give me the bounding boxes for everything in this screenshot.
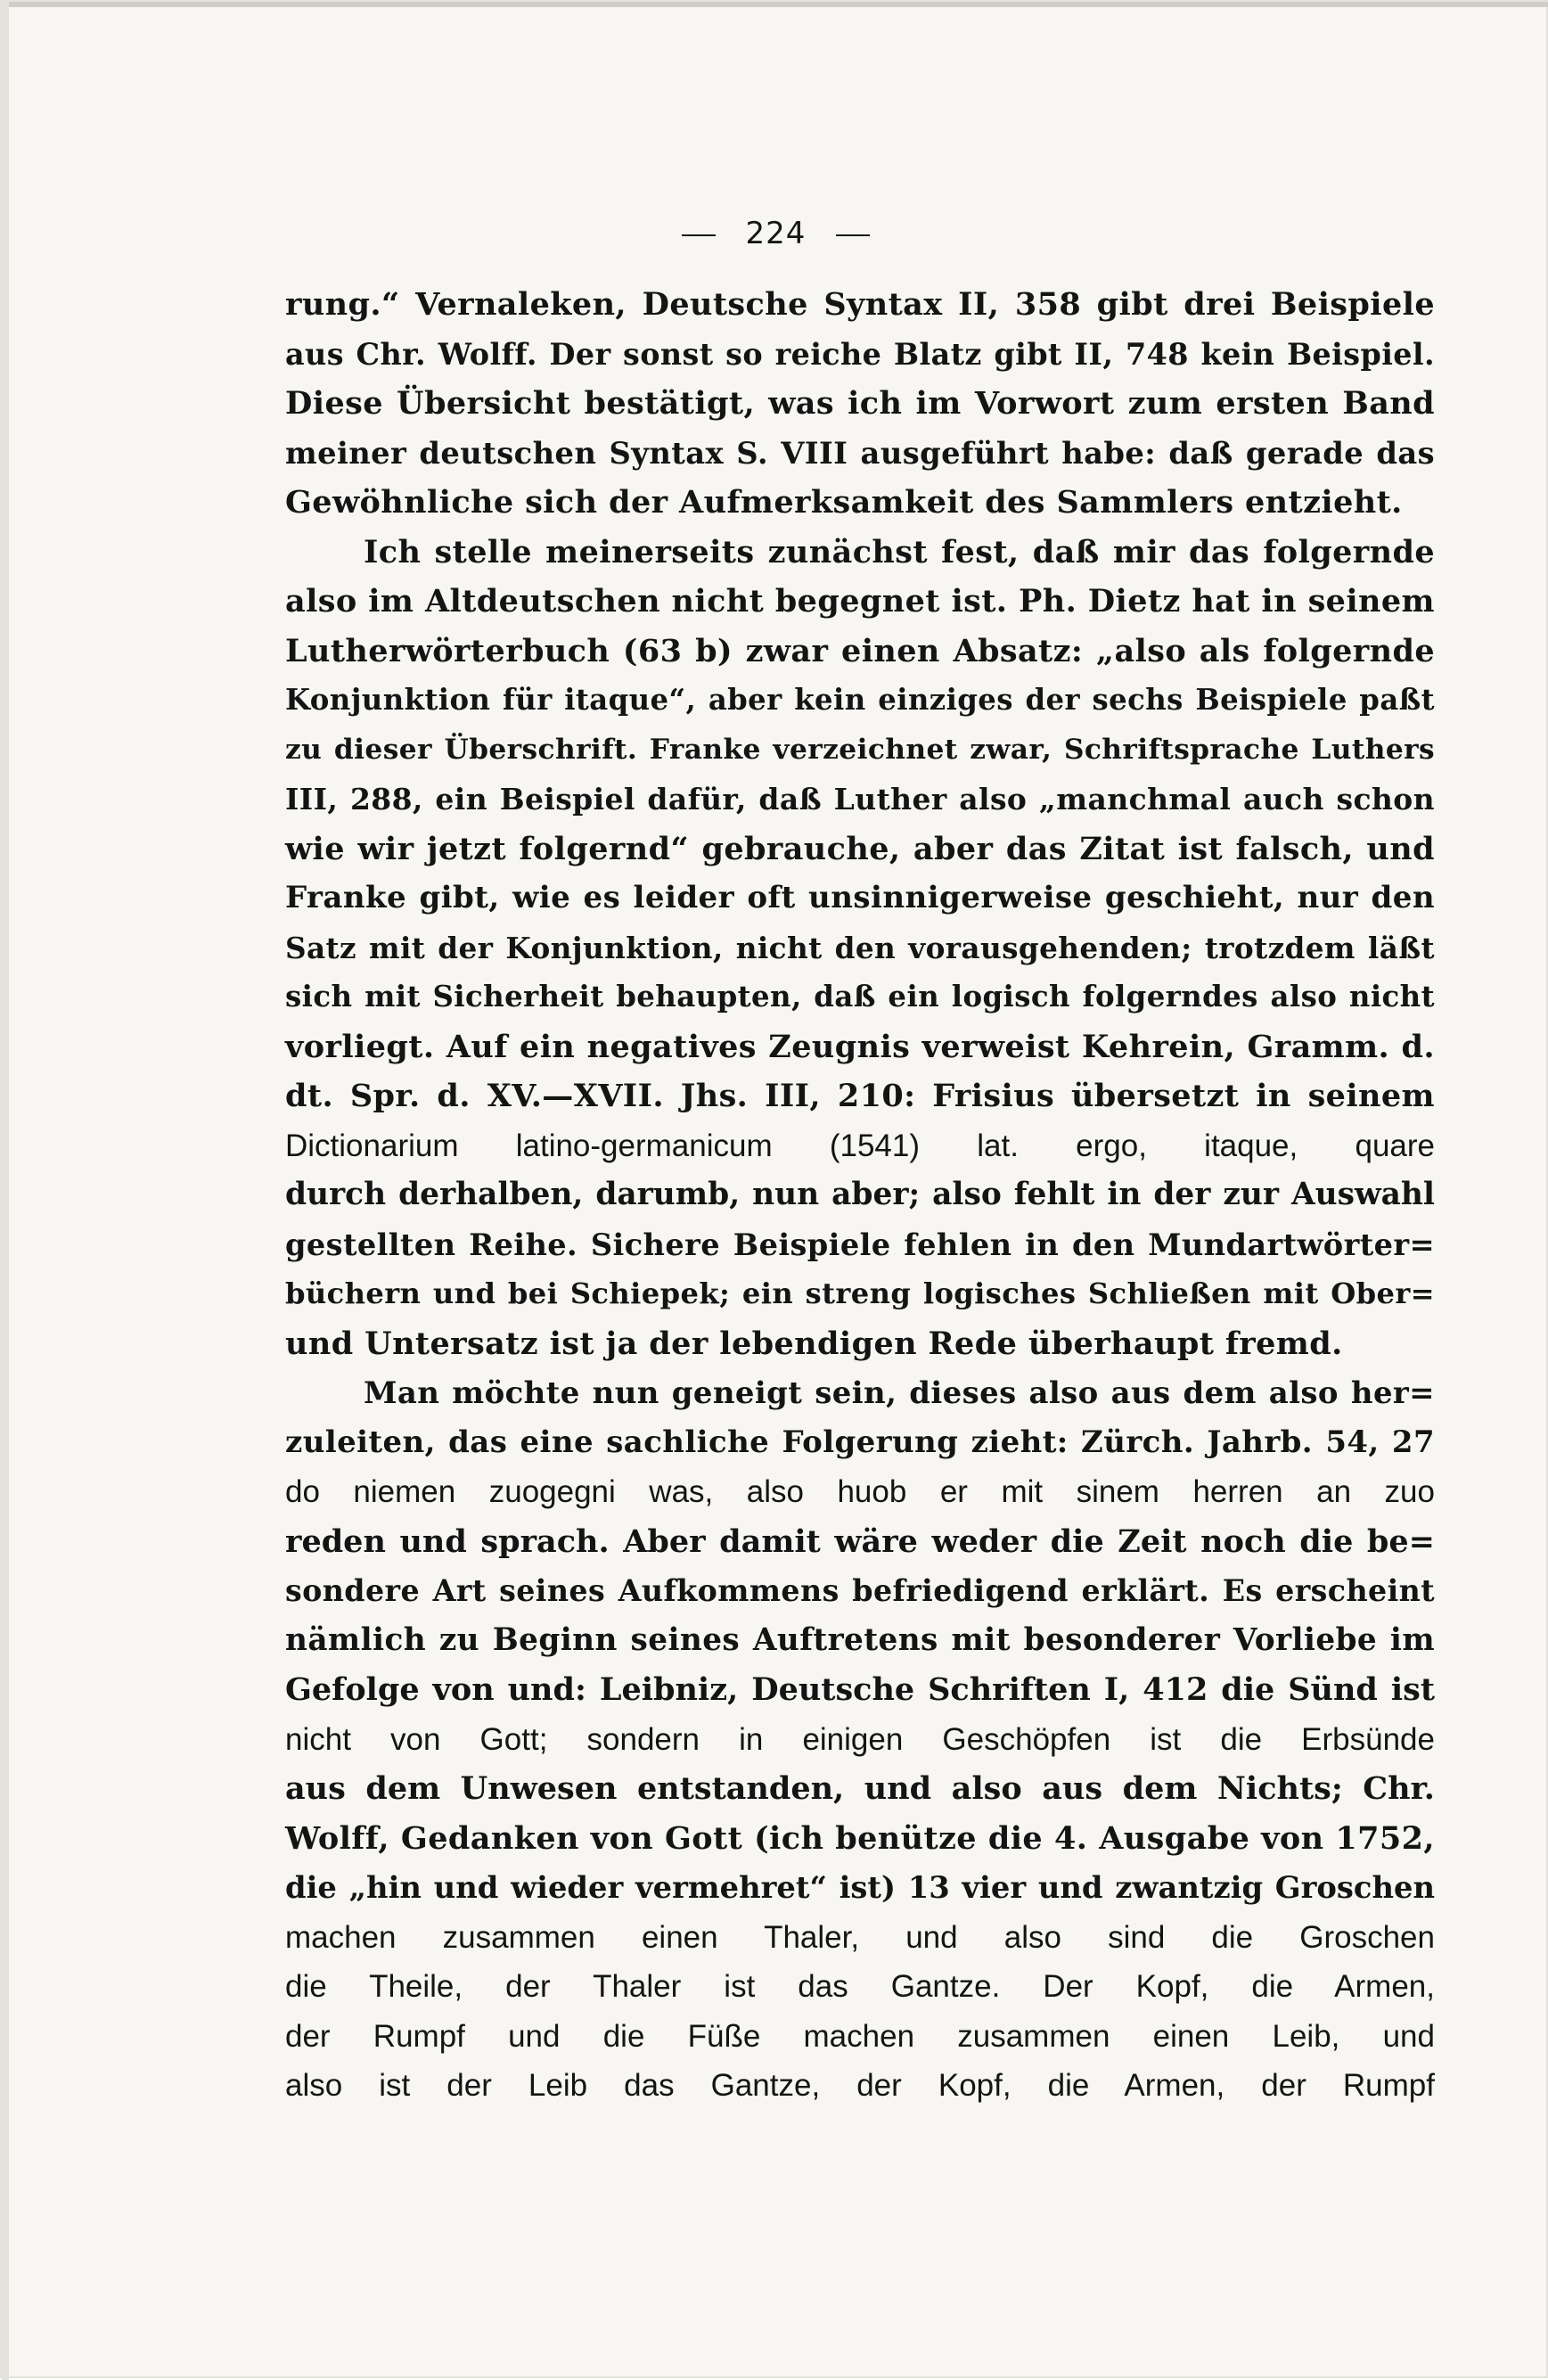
text-line: Dictionarium latino-germanicum (1541) lat. ergo, itaque, quare: [285, 1128, 1435, 1163]
text-line: also im Altdeutschen nicht begegnet ist. Ph. Dietz hat in seinem: [285, 583, 1435, 620]
text-line: Gefolge von und: Leibniz, Deutsche Schriften I, 412 die Sünd ist: [285, 1671, 1435, 1708]
text-line: Lutherwörterbuch (63 b) zwar einen Absatz: „also als folgernde: [285, 632, 1435, 669]
text-line: Konjunktion für itaque“, aber kein einziges der sechs Beispiele paßt: [285, 683, 1435, 717]
page-edge-top: [2, 2, 1548, 7]
text-line: nicht von Gott; sondern in einigen Geschöpfen ist die Erbsünde: [285, 1721, 1435, 1757]
text-line: do niemen zuogegni was, also huob er mit sinem herren an zuo: [285, 1474, 1435, 1509]
text-line: dt. Spr. d. XV.—XVII. Jhs. III, 210: Frisius übersetzt in seinem: [285, 1078, 1435, 1114]
text-line: durch derhalben, darumb, nun aber; also fehlt in der zur Auswahl: [285, 1177, 1435, 1212]
text-line: vorliegt. Auf ein negatives Zeugnis verweist Kehrein, Gramm. d.: [285, 1028, 1435, 1065]
text-line: nämlich zu Beginn seines Auftretens mit besonderer Vorliebe im: [285, 1621, 1435, 1658]
text-line: Franke gibt, wie es leider oft unsinnigerweise geschieht, nur den: [285, 880, 1435, 915]
page-number-header: [2, 216, 1548, 260]
text-line: Wolff, Gedanken von Gott (ich benütze die 4. Ausgabe von 1752,: [285, 1819, 1435, 1857]
folio-dash-left: [682, 234, 716, 236]
text-line: also ist der Leib das Gantze, der Kopf, die Armen, der Rumpf: [285, 2068, 1435, 2103]
text-line: zuleiten, das eine sachliche Folgerung zieht: Zürch. Jahrb. 54, 27: [285, 1424, 1435, 1460]
text-line: sondere Art seines Aufkommens befriedigend erklärt. Es erscheint: [285, 1573, 1435, 1608]
text-line: reden und sprach. Aber damit wäre weder die Zeit noch die be=: [285, 1522, 1435, 1560]
text-line: die „hin und wieder vermehret“ ist) 13 vier und zwantzig Groschen: [285, 1869, 1435, 1905]
page-edge-left: [2, 2, 9, 2380]
text-line: büchern und bei Schiepek; ein streng logisches Schließen mit Ober=: [285, 1276, 1435, 1310]
text-line: die Theile, der Thaler ist das Gantze. Der Kopf, die Armen,: [285, 1969, 1435, 2004]
text-line: der Rumpf und die Füße machen zusammen einen Leib, und: [285, 2018, 1435, 2054]
text-line: meiner deutschen Syntax S. VIII ausgeführt habe: daß gerade das: [285, 434, 1435, 471]
text-line: Satz mit der Konjunktion, nicht den vorausgehenden; trotzdem läßt: [285, 930, 1435, 965]
text-line: und Untersatz ist ja der lebendigen Rede überhaupt fremd.: [285, 1325, 1343, 1362]
text-line: rung.“ Vernaleken, Deutsche Syntax II, 358 gibt drei Beispiele: [285, 286, 1435, 323]
text-line: Diese Übersicht bestätigt, was ich im Vorwort zum ersten Band: [285, 385, 1435, 422]
text-line: aus dem Unwesen entstanden, und also aus dem Nichts; Chr.: [285, 1770, 1435, 1807]
text-line: zu dieser Überschrift. Franke verzeichnet zwar, Schriftsprache Luthers: [285, 733, 1435, 766]
folio-dash-right: [836, 234, 870, 236]
text-line: machen zusammen einen Thaler, und also sind die Groschen: [285, 1919, 1435, 1955]
text-line: wie wir jetzt folgernd“ gebrauche, aber das Zitat ist falsch, und: [285, 830, 1435, 867]
text-line: Ich stelle meinerseits zunächst fest, daß mir das folgernde: [364, 533, 1435, 570]
text-line: sich mit Sicherheit behaupten, daß ein logisch folgerndes also nicht: [285, 980, 1435, 1014]
text-line: Gewöhnliche sich der Aufmerksamkeit des Sammlers entzieht.: [285, 484, 1403, 521]
page-number: 224: [745, 216, 807, 251]
body-text: [285, 280, 1435, 2111]
text-line: Man möchte nun geneigt sein, dieses also aus dem also her=: [364, 1375, 1435, 1410]
text-line: aus Chr. Wolff. Der sonst so reiche Blatz gibt II, 748 kein Beispiel.: [285, 336, 1435, 372]
text-line: III, 288, ein Beispiel dafür, daß Luther also „manchmal auch schon: [285, 782, 1435, 817]
text-line: gestellten Reihe. Sichere Beispiele fehlen in den Mundartwörter=: [285, 1226, 1435, 1262]
